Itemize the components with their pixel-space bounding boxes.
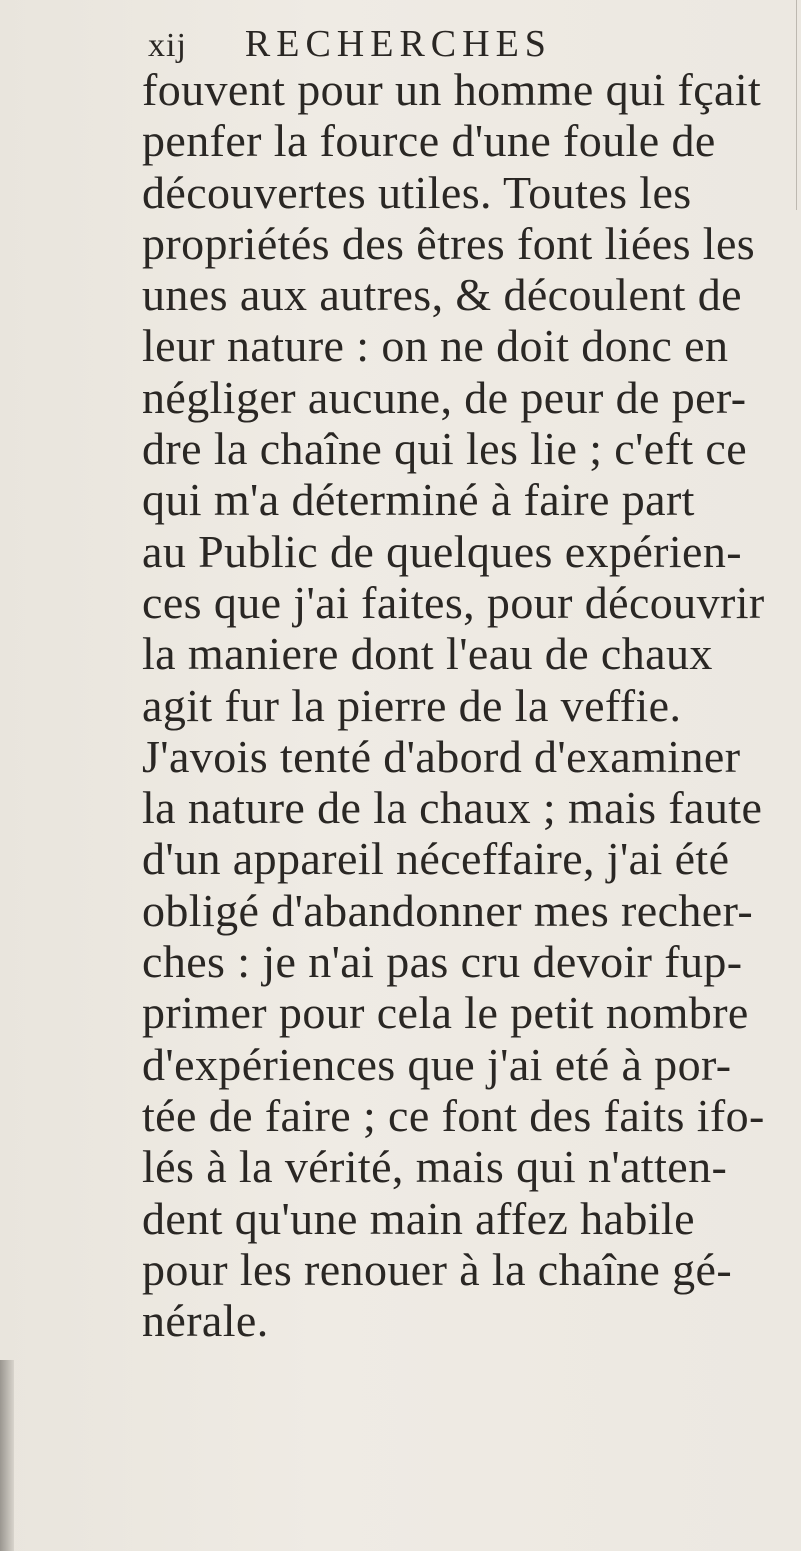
text-line: primer pour cela le petit nombre xyxy=(142,987,749,1039)
text-line: propriétés des êtres font liées les xyxy=(142,217,756,269)
text-line: d'expériences que j'ai eté à por- xyxy=(142,1038,732,1090)
text-line: leur nature : on ne doit donc en xyxy=(142,320,729,372)
page-edge-left xyxy=(0,1360,14,1551)
text-line: pour les renouer à la chaîne gé- xyxy=(142,1243,733,1295)
text-line: fouvent pour un homme qui fçait xyxy=(142,64,762,115)
text-line: dre la chaîne qui les lie ; c'eft ce xyxy=(142,423,748,475)
text-line: la nature de la chaux ; mais faute xyxy=(142,782,763,834)
text-line: unes aux autres, & découlent de xyxy=(142,269,742,321)
text-line: tée de faire ; ce font des faits ifo- xyxy=(142,1089,765,1141)
text-line: nérale. xyxy=(142,1295,269,1347)
page-number: xij xyxy=(148,27,187,64)
text-line: au Public de quelques expérien- xyxy=(142,525,742,577)
page-edge-right xyxy=(796,0,797,210)
text-line: découvertes utiles. Toutes les xyxy=(142,166,692,218)
body-text xyxy=(142,64,782,1346)
text-line: qui m'a déterminé à faire part xyxy=(142,474,695,526)
page-header xyxy=(148,22,552,65)
text-line: d'un appareil néceffaire, j'ai été xyxy=(142,833,730,885)
text-line: dent qu'une main affez habile xyxy=(142,1192,695,1244)
text-line: la maniere dont l'eau de chaux xyxy=(142,628,713,680)
text-line: agit fur la pierre de la veffie. xyxy=(142,679,682,731)
text-line: ces que j'ai faites, pour découvrir xyxy=(142,576,765,628)
text-line: penfer la fource d'une foule de xyxy=(142,115,716,167)
text-line: J'avois tenté d'abord d'examiner xyxy=(142,730,741,782)
text-line: ches : je n'ai pas cru devoir fup- xyxy=(142,936,743,988)
text-line: négliger aucune, de peur de per- xyxy=(142,371,747,423)
text-line: lés à la vérité, mais qui n'atten- xyxy=(142,1141,728,1193)
text-line: obligé d'abandonner mes recher- xyxy=(142,884,754,936)
running-title: RECHERCHES xyxy=(244,23,552,65)
